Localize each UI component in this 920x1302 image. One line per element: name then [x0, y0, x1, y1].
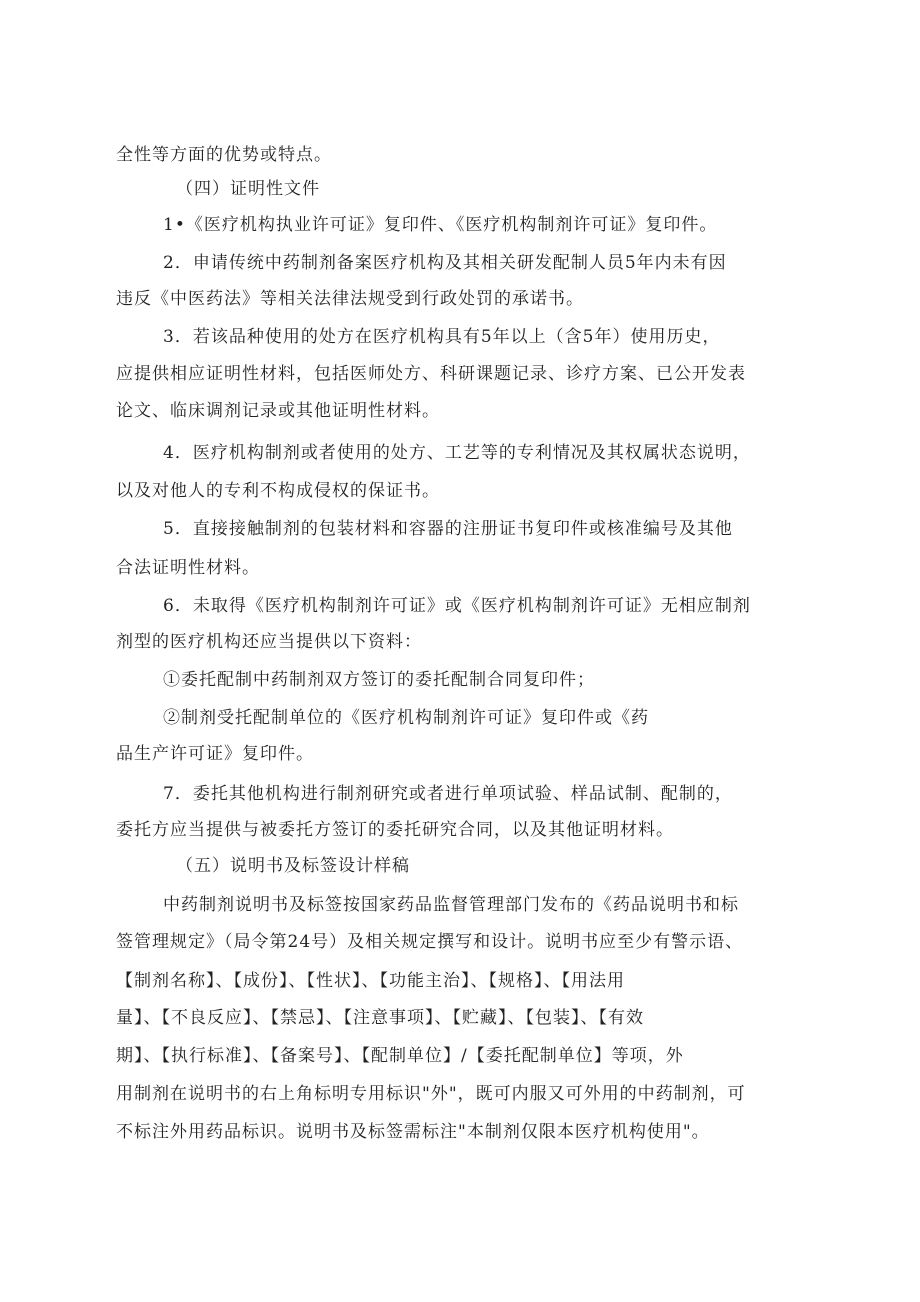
- list-item-2: 2．申请传统中药制剂备案医疗机构及其相关研发配制人员5年内未有因: [163, 253, 727, 273]
- list-item-5: 5．直接接触制剂的包装材料和容器的注册证书复印件或核准编号及其他: [163, 519, 733, 539]
- paragraph-line-1: 中药制剂说明书及标签按国家药品监督管理部门发布的《药品说明书和标: [163, 895, 739, 915]
- list-item-7-cont: 委托方应当提供与被委托方签订的委托研究合同，以及其他证明材料。: [116, 820, 674, 840]
- list-item-6: 6．未取得《医疗机构制剂许可证》或《医疗机构制剂许可证》无相应制剂: [163, 596, 751, 616]
- section-heading-4: （四）证明性文件: [176, 179, 320, 199]
- list-item-2-cont: 违反《中医药法》等相关法律法规受到行政处罚的承诺书。: [116, 289, 584, 309]
- list-item-4-cont: 以及对他人的专利不构成侵权的保证书。: [116, 481, 440, 501]
- paragraph-line-4: 量】、【不良反应】、【禁忌】、【注意事项】、【贮藏】、【包装】、【有效: [116, 1008, 644, 1028]
- paragraph-line-5: 期】、【执行标准】、【备案号】、【配制单位】/【委托配制单位】等项，外: [116, 1046, 684, 1066]
- section-heading-5: （五）说明书及标签设计样稿: [176, 856, 410, 876]
- list-item-1: 1•《医疗机构执业许可证》复印件、《医疗机构制剂许可证》复印件。: [163, 215, 718, 235]
- list-item-6-cont: 剂型的医疗机构还应当提供以下资料：: [116, 632, 422, 652]
- paragraph-line-6: 用制剂在说明书的右上角标明专用标识"外"，既可内服又可外用的中药制剂，可: [116, 1084, 746, 1104]
- paragraph-line-3: 【制剂名称】、【成份】、【性状】、【功能主治】、【规格】、【用法用: [116, 971, 625, 991]
- sub-item-2-cont: 品生产许可证》复印件。: [116, 744, 314, 764]
- sub-item-2: ②制剂受托配制单位的《医疗机构制剂许可证》复印件或《药: [163, 708, 649, 728]
- paragraph-line-continuation: 全性等方面的优势或特点。: [116, 145, 332, 165]
- list-item-5-cont: 合法证明性材料。: [116, 558, 260, 578]
- list-item-4: 4．医疗机构制剂或者使用的处方、工艺等的专利情况及其权属状态说明，: [163, 443, 751, 463]
- list-item-3-cont-1: 应提供相应证明性材料，包括医师处方、科研课题记录、诊疗方案、已公开发表: [116, 364, 746, 384]
- list-item-3: 3．若该品种使用的处方在医疗机构具有5年以上（含5年）使用历史，: [163, 327, 721, 347]
- sub-item-1: ①委托配制中药制剂双方签订的委托配制合同复印件；: [163, 670, 595, 690]
- list-item-7: 7．委托其他机构进行制剂研究或者进行单项试验、样品试制、配制的，: [163, 784, 733, 804]
- paragraph-line-2: 签管理规定》（局令第24号）及相关规定撰写和设计。说明书应至少有警示语、: [116, 932, 744, 952]
- list-item-3-cont-2: 论文、临床调剂记录或其他证明性材料。: [116, 401, 440, 421]
- paragraph-line-7: 不标注外用药品标识。说明书及标签需标注"本制剂仅限本医疗机构使用"。: [116, 1122, 710, 1142]
